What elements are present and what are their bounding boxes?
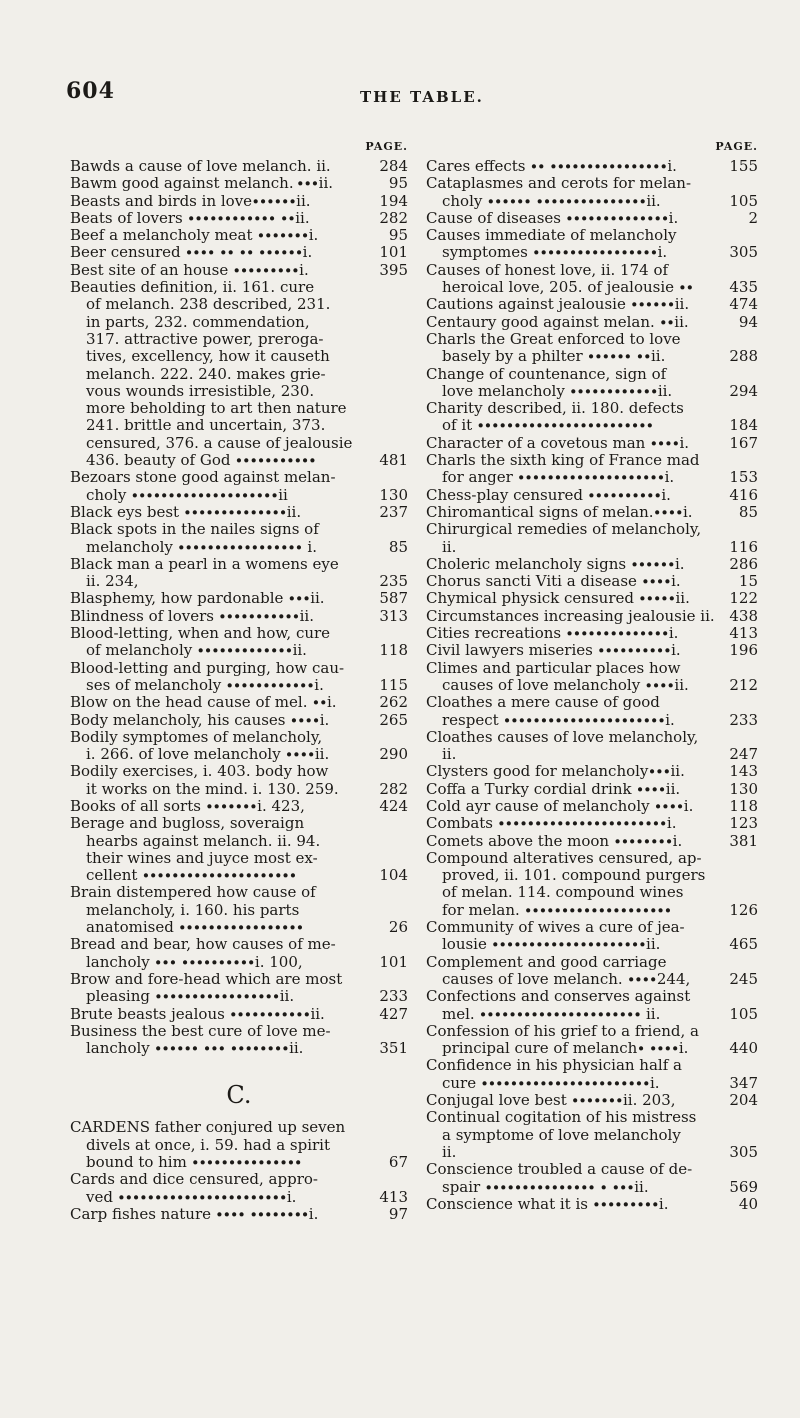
entry-text: Complement and good carriage causes of love melanch. ∙∙∙∙244,	[426, 952, 691, 988]
entry-page-number: 237	[379, 502, 408, 521]
index-entry	[70, 504, 408, 521]
page-title: THE TABLE.	[360, 88, 484, 106]
entry-text: Best site of an house ∙∙∙∙∙∙∙∙∙i.	[70, 260, 309, 279]
entry-text: Cloathes causes of love melancholy, ii.	[426, 727, 699, 764]
index-entry	[70, 1171, 408, 1206]
entry-page-number: 233	[379, 987, 408, 1006]
index-entry	[70, 625, 408, 660]
index-entry	[426, 366, 758, 401]
entry-text: Coffa a Turky cordial drink ∙∙∙∙ii.	[426, 779, 681, 798]
index-entry	[426, 227, 758, 262]
entry-text: Confections and conserves against mel. ∙∙∙∙∙∙∙∙∙∙∙∙∙∙∙∙∙∙∙∙∙∙ ii.	[426, 987, 691, 1023]
index-entry	[426, 1092, 758, 1109]
entry-page-number: 212	[729, 675, 758, 694]
entry-text: Confession of his grief to a friend, a principal cure of melanch∙ ∙∙∙∙i.	[426, 1021, 699, 1058]
index-entry	[426, 919, 758, 954]
entry-page-number: 126	[729, 900, 758, 919]
index-entry	[426, 1057, 758, 1092]
entry-text: Blood-letting, when and how, cure of melancholy ∙∙∙∙∙∙∙∙∙∙∙∙∙ii.	[70, 624, 331, 660]
entry-page-number: 481	[379, 451, 408, 470]
index-entry	[426, 504, 758, 521]
entry-text: Circumstances increasing jealousie ii.	[426, 606, 715, 625]
column-page-label: PAGE.	[365, 140, 408, 153]
index-entry	[70, 556, 408, 591]
entry-text: Blood-letting and purging, how cau- ses of melancholy ∙∙∙∙∙∙∙∙∙∙∙∙i.	[70, 658, 345, 694]
index-entry	[426, 1023, 758, 1058]
index-entry	[70, 694, 408, 711]
index-entry	[70, 244, 408, 261]
entry-text: Bodily exercises, i. 403. body how it works on the mind. i. 130. 259.	[70, 762, 339, 798]
entry-text: CARDENS father conjured up seven divels at once, i. 59. had a spirit bound to him ∙∙∙∙∙∙∙∙∙∙∙∙∙∙∙	[70, 1118, 346, 1172]
index-entry	[426, 1161, 758, 1196]
index-entry	[426, 729, 758, 764]
index-entry	[70, 1206, 408, 1223]
entry-text: Brute beasts jealous ∙∙∙∙∙∙∙∙∙∙∙ii.	[70, 1004, 325, 1023]
entry-page-number: 247	[729, 745, 758, 764]
index-entry	[426, 556, 758, 573]
entry-text: Blindness of lovers ∙∙∙∙∙∙∙∙∙∙∙ii.	[70, 606, 314, 625]
entry-page-number: 122	[729, 589, 758, 608]
entry-text: Cares effects ∙∙ ∙∙∙∙∙∙∙∙∙∙∙∙∙∙∙∙i.	[426, 157, 677, 175]
entry-text: Berage and bugloss, soveraign hearbs against melanch. ii. 94. their wines and juyce most ex- cellent ∙∙∙∙∙∙∙∙∙∙∙∙∙∙∙∙∙∙∙∙∙	[70, 814, 321, 885]
entry-page-number: 118	[729, 796, 758, 815]
entry-page-number: 123	[729, 814, 758, 833]
entry-text: Conscience troubled a cause of de- spair ∙∙∙∙∙∙∙∙∙∙∙∙∙∙∙ ∙ ∙∙∙ii.	[426, 1160, 693, 1196]
entry-text: Charls the sixth king of France mad for anger ∙∙∙∙∙∙∙∙∙∙∙∙∙∙∙∙∙∙∙∙i.	[426, 451, 700, 487]
entry-page-number: 105	[729, 1004, 758, 1023]
entry-page-number: 101	[379, 952, 408, 971]
entry-page-number: 67	[388, 1153, 408, 1172]
index-entry	[426, 158, 758, 175]
entry-list-c	[70, 1119, 408, 1223]
index-entry	[426, 487, 758, 504]
entry-text: Cities recreations ∙∙∙∙∙∙∙∙∙∙∙∙∙∙i.	[426, 624, 679, 643]
entry-page-number: 395	[379, 260, 408, 279]
entry-text: Comets above the moon ∙∙∙∙∙∙∙∙i.	[426, 831, 683, 850]
index-entry	[426, 590, 758, 607]
entry-page-number: 305	[729, 243, 758, 262]
entry-page-number: 26	[388, 918, 408, 937]
index-entry	[426, 642, 758, 659]
entry-text: Change of countenance, sign of love melancholy ∙∙∙∙∙∙∙∙∙∙∙∙ii.	[426, 364, 673, 400]
index-entry	[426, 452, 758, 487]
entry-text: Conscience what it is ∙∙∙∙∙∙∙∙∙i.	[426, 1194, 669, 1213]
entry-page-number: 474	[729, 295, 758, 314]
index-entry	[426, 1109, 758, 1161]
section-letter: C.	[226, 1081, 252, 1110]
entry-text: Conjugal love best ∙∙∙∙∙∙∙ii. 203,	[426, 1091, 676, 1110]
entry-page-number: 427	[379, 1004, 408, 1023]
column-page-label: PAGE.	[715, 140, 758, 153]
entry-text: Beer censured ∙∙∙∙ ∙∙ ∙∙ ∙∙∙∙∙∙i.	[70, 243, 313, 262]
entry-text: Black spots in the nailes signs of melancholy ∙∙∙∙∙∙∙∙∙∙∙∙∙∙∙∙∙ i.	[70, 520, 319, 556]
entry-page-number: 569	[729, 1177, 758, 1196]
index-entry	[426, 573, 758, 590]
index-entry	[426, 660, 758, 695]
entry-page-number: 294	[729, 381, 758, 400]
entry-text: Choleric melancholy signs ∙∙∙∙∙∙i.	[426, 554, 685, 573]
entry-page-number: 184	[729, 416, 758, 435]
entry-text: Business the best cure of love me- lancholy ∙∙∙∙∙∙ ∙∙∙ ∙∙∙∙∙∙∙∙ii.	[70, 1021, 331, 1058]
index-entry	[426, 262, 758, 297]
index-entry	[426, 521, 758, 556]
index-entry	[426, 850, 758, 919]
index-column-left	[70, 140, 408, 1223]
entry-page-number: 101	[379, 243, 408, 262]
entry-page-number: 282	[379, 779, 408, 798]
entry-text: Black eys best ∙∙∙∙∙∙∙∙∙∙∙∙∙∙ii.	[70, 502, 302, 521]
index-entry	[426, 954, 758, 989]
index-entry	[426, 798, 758, 815]
entry-page-number: 347	[729, 1073, 758, 1092]
entry-text: Blasphemy, how pardonable ∙∙∙ii.	[70, 589, 325, 608]
entry-page-number: 85	[388, 537, 408, 556]
index-entry	[426, 400, 758, 435]
entry-page-number: 40	[738, 1194, 758, 1213]
entry-page-number: 351	[379, 1039, 408, 1058]
index-entry	[70, 262, 408, 279]
index-entry	[70, 660, 408, 695]
index-entry	[426, 435, 758, 452]
entry-page-number: 155	[729, 157, 758, 175]
index-entry	[70, 936, 408, 971]
entry-text: Causes of honest love, ii. 174 of heroical love, 205. of jealousie ∙∙	[426, 260, 694, 297]
index-entry	[70, 521, 408, 556]
entry-page-number: 413	[729, 624, 758, 643]
entry-text: Brow and fore-head which are most pleasing ∙∙∙∙∙∙∙∙∙∙∙∙∙∙∙∙∙ii.	[70, 969, 343, 1006]
index-column-right	[426, 140, 758, 1213]
entry-text: Black man a pearl in a womens eye ii. 234,	[70, 554, 339, 591]
index-entry	[70, 1023, 408, 1058]
entry-text: Compound alteratives censured, ap- proved, ii. 101. compound purgers of melan. 114. compound wines for melan. ∙∙∙∙∙∙∙∙∙∙∙∙∙∙∙∙∙∙∙∙	[426, 848, 706, 919]
entry-page-number: 143	[729, 762, 758, 781]
entry-text: Cataplasmes and cerots for melan- choly ∙∙∙∙∙∙ ∙∙∙∙∙∙∙∙∙∙∙∙∙∙∙ii.	[426, 174, 692, 210]
entry-page-number: 438	[729, 606, 758, 625]
index-entry	[70, 971, 408, 1006]
entry-page-number: 115	[379, 675, 408, 694]
index-entry	[426, 1196, 758, 1213]
entry-text: Clysters good for melancholy∙∙∙ii.	[426, 762, 685, 781]
index-entry	[70, 1006, 408, 1023]
index-entry	[70, 158, 408, 175]
entry-page-number: 282	[379, 208, 408, 227]
entry-page-number: 15	[738, 572, 758, 591]
entry-list-b	[70, 158, 408, 1057]
index-entry	[70, 469, 408, 504]
entry-text: Charity described, ii. 180. defects of it ∙∙∙∙∙∙∙∙∙∙∙∙∙∙∙∙∙∙∙∙∙∙∙∙	[426, 399, 684, 435]
entry-page-number: 204	[729, 1091, 758, 1110]
entry-text: Bawm good against melanch. ∙∙∙ii.	[70, 174, 334, 193]
entry-text: Bawds a cause of love melanch. ii.	[70, 157, 331, 175]
entry-text: Character of a covetous man ∙∙∙∙i.	[426, 433, 690, 452]
index-entry	[426, 608, 758, 625]
entry-list-c-continued	[426, 158, 758, 1213]
index-entry	[426, 175, 758, 210]
entry-page-number: 116	[729, 537, 758, 556]
entry-text: Blow on the head cause of mel. ∙∙i.	[70, 693, 337, 712]
entry-text: Beauties definition, ii. 161. cure of melanch. 238 described, 231. in parts, 232. commendation, 317. attractive power, preroga- tives, excellency, how it causeth melanch. 222. 240. makes grie- vous wounds irresistible, 230. more beholding to art then nature 241. brittle and uncertain, 373. censured, 376. a cause of jealousie 436. beauty of God ∙∙∙∙∙∙∙∙∙∙∙	[70, 278, 353, 470]
entry-text: Cards and dice censured, appro- ved ∙∙∙∙∙∙∙∙∙∙∙∙∙∙∙∙∙∙∙∙∙∙∙i.	[70, 1170, 318, 1206]
index-entry	[70, 279, 408, 469]
index-entry	[426, 988, 758, 1023]
entry-page-number: 290	[379, 745, 408, 764]
entry-text: Charls the Great enforced to love basely by a philter ∙∙∙∙∙∙ ∙∙ii.	[426, 329, 681, 366]
entry-page-number: 413	[379, 1187, 408, 1206]
entry-text: Causes immediate of melancholy symptomes ∙∙∙∙∙∙∙∙∙∙∙∙∙∙∙∙∙i.	[426, 226, 677, 262]
entry-page-number: 440	[729, 1039, 758, 1058]
entry-page-number: 95	[388, 226, 408, 245]
entry-text: Combats ∙∙∙∙∙∙∙∙∙∙∙∙∙∙∙∙∙∙∙∙∙∙∙i.	[426, 814, 677, 833]
entry-text: Beasts and birds in love∙∙∙∙∙∙ii.	[70, 191, 311, 210]
index-entry	[426, 625, 758, 642]
index-entry	[70, 712, 408, 729]
index-entry	[70, 193, 408, 210]
entry-page-number: 465	[729, 935, 758, 954]
entry-page-number: 424	[379, 796, 408, 815]
entry-text: Bread and bear, how causes of me- lancholy ∙∙∙ ∙∙∙∙∙∙∙∙∙∙i. 100,	[70, 935, 336, 971]
entry-text: Bezoars stone good against melan- choly ∙∙∙∙∙∙∙∙∙∙∙∙∙∙∙∙∙∙∙∙ii	[70, 468, 336, 504]
index-entry	[70, 729, 408, 764]
index-entry	[70, 815, 408, 884]
entry-page-number: 2	[748, 208, 758, 227]
entry-text: Chirurgical remedies of melancholy, ii.	[426, 520, 702, 556]
index-entry	[70, 175, 408, 192]
entry-text: Chess-play censured ∙∙∙∙∙∙∙∙∙∙i.	[426, 485, 671, 504]
entry-page-number: 284	[379, 157, 408, 175]
entry-page-number: 262	[379, 693, 408, 712]
index-entry	[426, 815, 758, 832]
index-entry	[426, 781, 758, 798]
entry-page-number: 286	[729, 554, 758, 573]
entry-text: Brain distempered how cause of melancholy, i. 160. his parts anatomised ∙∙∙∙∙∙∙∙∙∙∙∙∙∙∙∙∙	[70, 883, 316, 937]
entry-text: Bodily symptomes of melancholy, i. 266. of love melancholy ∙∙∙∙ii.	[70, 727, 330, 764]
entry-text: Centaury good against melan. ∙∙ii.	[426, 312, 689, 331]
entry-text: Cautions against jealousie ∙∙∙∙∙∙ii.	[426, 295, 690, 314]
entry-page-number: 235	[379, 572, 408, 591]
index-entry	[426, 331, 758, 366]
entry-page-number: 105	[729, 191, 758, 210]
index-entry	[426, 296, 758, 313]
entry-page-number: 265	[379, 710, 408, 729]
entry-text: Cold ayr cause of melancholy ∙∙∙∙i.	[426, 796, 694, 815]
index-entry	[70, 210, 408, 227]
entry-text: Community of wives a cure of jea- lousie ∙∙∙∙∙∙∙∙∙∙∙∙∙∙∙∙∙∙∙∙∙ii.	[426, 918, 685, 954]
entry-text: Carp fishes nature ∙∙∙∙ ∙∙∙∙∙∙∙∙i.	[70, 1204, 319, 1223]
entry-text: Body melancholy, his causes ∙∙∙∙i.	[70, 710, 330, 729]
index-entry	[426, 210, 758, 227]
page-number: 604	[66, 78, 115, 104]
index-entry	[70, 763, 408, 798]
entry-text: Chorus sancti Viti a disease ∙∙∙∙i.	[426, 572, 681, 591]
entry-page-number: 233	[729, 710, 758, 729]
index-entry	[426, 694, 758, 729]
entry-page-number: 305	[729, 1142, 758, 1161]
index-entry	[70, 608, 408, 625]
entry-page-number: 85	[738, 502, 758, 521]
index-entry	[70, 227, 408, 244]
index-entry	[70, 1119, 408, 1171]
entry-page-number: 245	[729, 969, 758, 988]
entry-page-number: 435	[729, 278, 758, 297]
entry-text: Confidence in his physician half a cure ∙∙∙∙∙∙∙∙∙∙∙∙∙∙∙∙∙∙∙∙∙∙∙i.	[426, 1056, 682, 1092]
entry-page-number: 416	[729, 485, 758, 504]
entry-page-number: 94	[738, 312, 758, 331]
entry-text: Beef a melancholy meat ∙∙∙∙∙∙∙i.	[70, 226, 319, 245]
entry-page-number: 153	[729, 468, 758, 487]
entry-page-number: 194	[379, 191, 408, 210]
entry-text: Climes and particular places how causes of love melancholy ∙∙∙∙ii.	[426, 658, 689, 694]
entry-text: Continual cogitation of his mistress a symptome of love melancholy ii.	[426, 1108, 697, 1161]
entry-page-number: 130	[379, 485, 408, 504]
entry-page-number: 130	[729, 779, 758, 798]
entry-page-number: 288	[729, 347, 758, 366]
entry-text: Books of all sorts ∙∙∙∙∙∙∙i. 423,	[70, 796, 305, 815]
entry-text: Beats of lovers ∙∙∙∙∙∙∙∙∙∙∙∙ ∙∙ii.	[70, 208, 310, 227]
index-entry	[426, 833, 758, 850]
index-entry	[70, 884, 408, 936]
entry-page-number: 104	[379, 866, 408, 885]
entry-text: Civil lawyers miseries ∙∙∙∙∙∙∙∙∙∙i.	[426, 641, 681, 660]
entry-text: Cause of diseases ∙∙∙∙∙∙∙∙∙∙∙∙∙∙i.	[426, 208, 679, 227]
entry-text: Chymical physick censured ∙∙∙∙∙ii.	[426, 589, 690, 608]
index-entry	[70, 590, 408, 607]
entry-page-number: 196	[729, 641, 758, 660]
index-entry	[426, 314, 758, 331]
index-entry	[426, 763, 758, 780]
entry-page-number: 95	[388, 174, 408, 193]
entry-page-number: 381	[729, 831, 758, 850]
entry-text: Cloathes a mere cause of good respect ∙∙∙∙∙∙∙∙∙∙∙∙∙∙∙∙∙∙∙∙∙∙i.	[426, 693, 675, 729]
entry-page-number: 97	[388, 1204, 408, 1223]
entry-page-number: 118	[379, 641, 408, 660]
entry-page-number: 167	[729, 433, 758, 452]
entry-text: Chiromantical signs of melan.∙∙∙∙i.	[426, 502, 693, 521]
entry-page-number: 313	[379, 606, 408, 625]
index-entry	[70, 798, 408, 815]
entry-page-number: 587	[379, 589, 408, 608]
